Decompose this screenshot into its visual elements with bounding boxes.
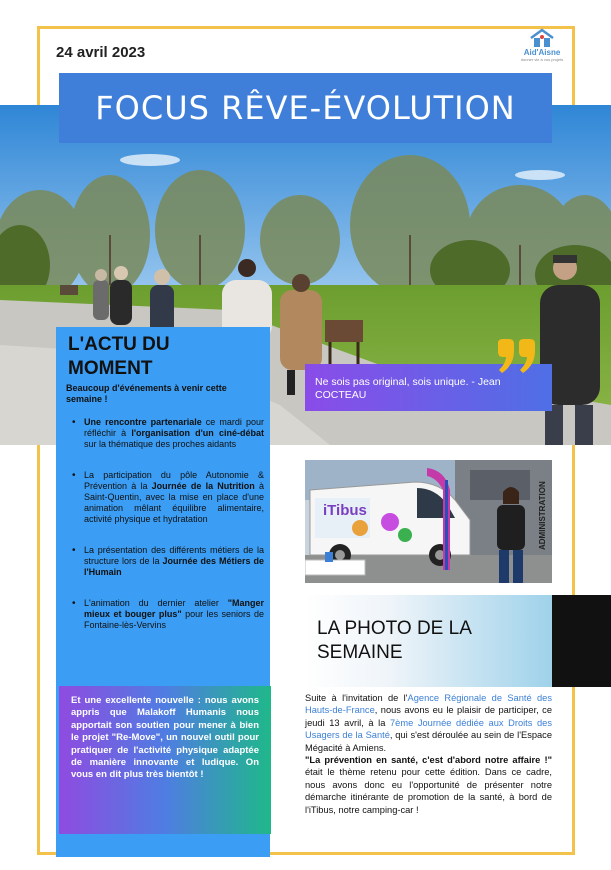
logo-name: Aid'Aisne: [523, 48, 561, 57]
photo-title-line1: LA PHOTO DE LA: [317, 618, 472, 639]
good-news-box: [59, 686, 271, 834]
quote-mark-icon: [494, 337, 540, 377]
list-item: • La présentation des différents métiers de la structure lors de la Journée des Métiers de l'Humain: [72, 545, 265, 577]
photo-semaine-title: [317, 617, 547, 665]
ars-link[interactable]: Agence Régionale de Santé des Hauts-de-France: [305, 693, 552, 716]
journee-droits-link[interactable]: 7ème Journée dédiée aux Droits des Usagers de la Santé: [305, 717, 552, 741]
list-item: • L'animation du dernier atelier "Manger mieux et bouger plus" pour les seniors de Fontaine-lès-Vervins: [72, 598, 264, 630]
page-title: FOCUS RÊVE-ÉVOLUTION: [95, 89, 516, 127]
photo-title-line2: SEMAINE: [317, 642, 403, 663]
list-item: • Une rencontre partenariale ce mardi pour réfléchir à l'organisation d'un ciné-débat sur la thématique des proches aidants: [72, 417, 264, 449]
bus-side-text: ADMINISTRATION: [538, 481, 547, 550]
actu-title-line2: MOMENT: [68, 358, 153, 379]
photo-semaine-text: [305, 692, 552, 816]
photo-title-box: [305, 595, 552, 687]
house-logo-icon: [529, 28, 555, 48]
photo-paragraph-2: "La prévention en santé, c'est d'abord notre affaire !" était le thème retenu pour cette édition. Dans ce cadre, nous avons donc eu l'opportunité de présenter notre démarche itinérante de promotion de la santé, à bord de l'iTibus, notre camping-car !: [305, 755, 552, 815]
title-banner: [59, 73, 552, 143]
actu-title-line1: L'ACTU DU: [68, 334, 170, 355]
issue-date: 24 avril 2023: [56, 44, 146, 61]
itibus-photo: [305, 460, 552, 583]
bullet-icon: •: [72, 417, 76, 428]
actu-intro: Beaucoup d'événements à venir cette semaine !: [66, 383, 227, 404]
good-news-text: Et une excellente nouvelle : nous avons appris que Malakoff Humanis nous apportait son soutien pour mener à bien le projet "Re-Move", un nouvel outil pour pratiquer de l'activité physique adaptée de manière innovante et ludique. On vous en dit plus très bientôt !: [71, 695, 259, 781]
bullet-icon: •: [72, 470, 76, 481]
aidaisne-logo: [518, 28, 566, 72]
black-decor-block: [552, 595, 611, 687]
actu-title: [68, 333, 170, 381]
logo-tagline: donner vie à vos projets: [520, 57, 564, 62]
bullet-icon: •: [72, 545, 76, 556]
photo-paragraph-1: Suite à l'invitation de l'Agence Régionale de Santé des Hauts-de-France, nous avons eu le plaisir de participer, ce jeudi 13 avril, à la 7ème Journée dédiée aux Droits des Usagers de la Santé, qui s'est déroulée au sein de l'Espace Mégacité à Amiens.: [305, 693, 552, 753]
actu-list: [64, 417, 264, 651]
quote-text: Ne sois pas original, sois unique. - Jean COCTEAU: [315, 376, 501, 401]
list-item: • La participation du pôle Autonomie & Prévention à la Journée de la Nutrition à Saint-Quentin, avec la mise en place d'une animation mêlant équilibre alimentaire, activité physique et hydratation: [72, 470, 264, 524]
bullet-icon: •: [72, 598, 76, 609]
bus-brand: iTibus: [323, 502, 367, 519]
